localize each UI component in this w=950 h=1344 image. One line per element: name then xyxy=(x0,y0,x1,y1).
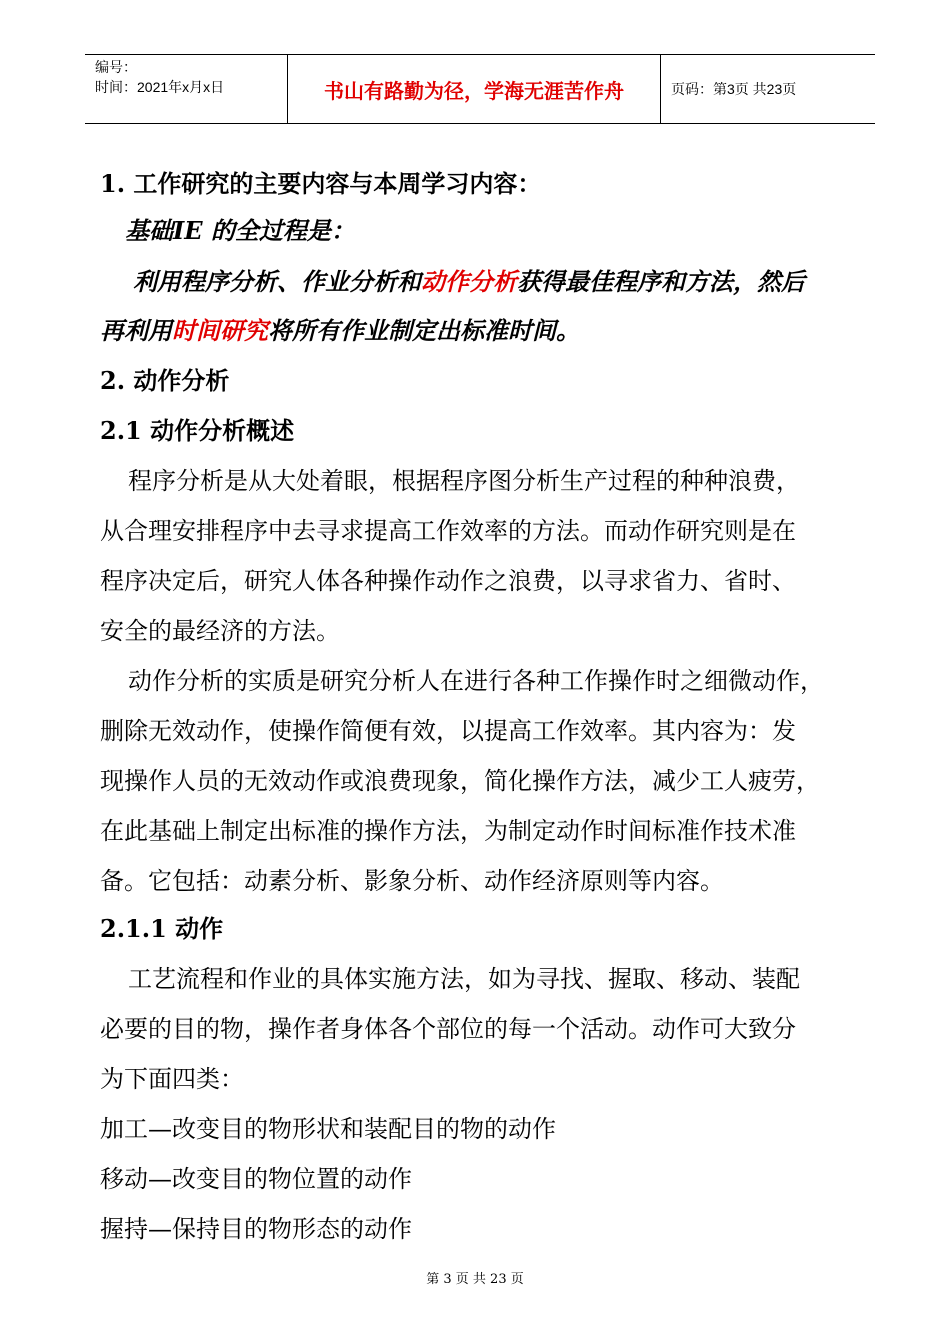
paragraph-line: 在此基础上制定出标准的操作方法，为制定动作时间标准作技术准 xyxy=(100,817,796,845)
emphasis-red-text: 动作分析 xyxy=(421,267,517,296)
paragraph-line: 动作分析的实质是研究分析人在进行各种工作操作时之细微动作， xyxy=(128,667,824,695)
paragraph-line: 从合理安排程序中去寻求提高工作效率的方法。而动作研究则是在 xyxy=(100,517,796,545)
emphasis-line-1 xyxy=(133,266,805,298)
heading-1: 1. 工作研究的主要内容与本周学习内容： xyxy=(100,169,542,198)
heading-2-1-1: 2.1.1 动作 xyxy=(100,914,224,943)
emphasis-line-2 xyxy=(100,315,580,347)
header-motto: 书山有路勤为径，学海无涯苦作舟 xyxy=(288,55,661,123)
paragraph-line: 为下面四类： xyxy=(100,1065,244,1093)
paragraph-line: 删除无效动作，使操作简便有效，以提高工作效率。其内容为：发 xyxy=(100,717,796,745)
paragraph-line: 现操作人员的无效动作或浪费现象，简化操作方法，减少工人疲劳， xyxy=(100,767,820,795)
emphasis-text: 利用程序分析、作业分析和 xyxy=(133,267,421,296)
time-label: 时间：2021年x月x日 xyxy=(95,79,225,95)
paragraph-line: 工艺流程和作业的具体实施方法，如为寻找、握取、移动、装配 xyxy=(128,965,800,993)
page-footer: 第 3 页 共 23 页 xyxy=(426,1272,524,1287)
list-item: 移动—改变目的物位置的动作 xyxy=(100,1165,412,1193)
paragraph-line: 程序分析是从大处着眼，根据程序图分析生产过程的种种浪费， xyxy=(128,467,800,495)
heading-1-sub: 基础IE 的全过程是： xyxy=(125,216,355,245)
number-label: 编号： xyxy=(95,59,137,75)
emphasis-red-text: 时间研究 xyxy=(172,316,268,345)
emphasis-text: 获得最佳程序和方法，然后 xyxy=(517,267,805,296)
paragraph-line: 程序决定后，研究人体各种操作动作之浪费，以寻求省力、省时、 xyxy=(100,567,796,595)
paragraph-line: 必要的目的物，操作者身体各个部位的每一个活动。动作可大致分 xyxy=(100,1015,796,1043)
header-page-info: 页码：第3页 共23页 xyxy=(671,81,797,97)
list-item: 握持—保持目的物形态的动作 xyxy=(100,1215,412,1243)
paragraph-line: 备。它包括：动素分析、影象分析、动作经济原则等内容。 xyxy=(100,867,724,895)
list-item: 加工—改变目的物形状和装配目的物的动作 xyxy=(100,1115,556,1143)
emphasis-text: 将所有作业制定出标准时间。 xyxy=(268,316,580,345)
heading-2-1: 2.1 动作分析概述 xyxy=(100,416,295,445)
paragraph-line: 安全的最经济的方法。 xyxy=(100,617,340,645)
header-meta xyxy=(85,55,288,123)
emphasis-text: 再利用 xyxy=(100,316,172,345)
page-header xyxy=(85,54,875,124)
heading-2: 2. 动作分析 xyxy=(100,366,230,395)
